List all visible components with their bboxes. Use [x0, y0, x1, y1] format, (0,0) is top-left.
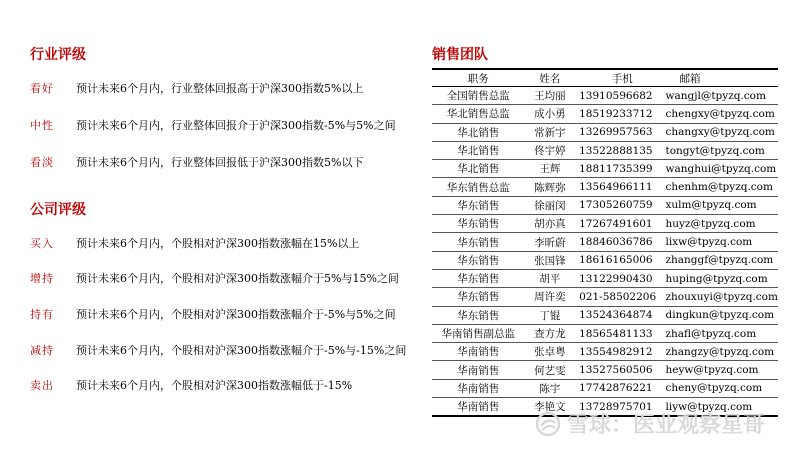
email-cell: tongyt@tpyzq.com	[665, 141, 778, 159]
name-cell: 何艺雯	[525, 361, 576, 379]
email-cell: huping@tpyzq.com	[665, 269, 778, 287]
rating-label: 持有	[30, 308, 54, 321]
email-cell: liyw@tpyzq.com	[665, 398, 778, 417]
role-cell: 华北销售	[432, 160, 525, 178]
table-row	[432, 269, 778, 287]
phone-cell: 18616165006	[575, 251, 665, 269]
email-cell: xulm@tpyzq.com	[665, 196, 778, 214]
name-cell: 成小勇	[525, 105, 576, 123]
table-row	[432, 178, 778, 196]
role-cell: 华北销售	[432, 141, 525, 159]
role-cell: 华东销售总监	[432, 178, 525, 196]
name-cell: 陈辉弥	[525, 178, 576, 196]
column-header-name: 姓名	[539, 72, 561, 85]
rating-label: 增持	[30, 272, 54, 285]
role-cell: 华东销售	[432, 196, 525, 214]
table-row	[432, 87, 778, 105]
phone-cell: 17742876221	[575, 379, 665, 397]
role-cell: 华北销售总监	[432, 105, 525, 123]
column-header-role: 职务	[467, 72, 489, 85]
phone-cell: 17305260759	[575, 196, 665, 214]
phone-cell: 18519233712	[575, 105, 665, 123]
industry-rating-row	[30, 80, 363, 96]
name-cell: 胡亦真	[525, 215, 576, 233]
rating-description: 预计未来6个月内，行业整体回报高于沪深300指数5%以上	[76, 82, 364, 95]
email-cell: chenhm@tpyzq.com	[665, 178, 778, 196]
email-cell: wanghui@tpyzq.com	[665, 160, 778, 178]
column-header-email: 邮箱	[679, 72, 701, 85]
table-header-row	[432, 69, 778, 87]
table-row	[432, 123, 778, 141]
email-cell: chengxy@tpyzq.com	[665, 105, 778, 123]
sales-team-title: 销售团队	[432, 47, 488, 63]
industry-rating-row	[30, 117, 396, 133]
industry-rating-title: 行业评级	[30, 47, 86, 63]
table-row	[432, 306, 778, 324]
watermark-text: 雪球：医业观察星哥	[567, 413, 766, 438]
snowball-logo-icon	[535, 411, 561, 437]
phone-cell: 13728975701	[575, 398, 665, 417]
email-cell: changxy@tpyzq.com	[665, 123, 778, 141]
email-cell: wangjl@tpyzq.com	[665, 87, 778, 105]
name-cell: 丁锟	[525, 306, 576, 324]
role-cell: 华东销售	[432, 215, 525, 233]
name-cell: 陈宇	[525, 379, 576, 397]
phone-cell: 13524364874	[575, 306, 665, 324]
name-cell: 胡平	[525, 269, 576, 287]
role-cell: 华南销售	[432, 361, 525, 379]
watermark	[535, 408, 765, 439]
rating-description: 预计未来6个月内，个股相对沪深300指数涨幅介于-5%与-15%之间	[76, 344, 407, 357]
table-row	[432, 215, 778, 233]
table-row	[432, 324, 778, 342]
table-row	[432, 233, 778, 251]
company-rating-row	[30, 270, 399, 286]
name-cell: 徐丽闵	[525, 196, 576, 214]
name-cell: 查方龙	[525, 324, 576, 342]
industry-rating-row	[30, 154, 363, 170]
name-cell: 李艳文	[525, 398, 576, 417]
rating-description: 预计未来6个月内，个股相对沪深300指数涨幅在15%以上	[76, 237, 360, 250]
email-cell: zhanggf@tpyzq.com	[665, 251, 778, 269]
table-row	[432, 160, 778, 178]
table-row	[432, 288, 778, 306]
rating-description: 预计未来6个月内，个股相对沪深300指数涨幅介于-5%与5%之间	[76, 308, 396, 321]
rating-label: 看淡	[30, 156, 54, 169]
name-cell: 王均丽	[525, 87, 576, 105]
role-cell: 华东销售	[432, 251, 525, 269]
rating-description: 预计未来6个月内，个股相对沪深300指数涨幅低于-15%	[76, 379, 353, 392]
table-row	[432, 361, 778, 379]
phone-cell: 021-58502206	[575, 288, 665, 306]
email-cell: zhouxuyi@tpyzq.com	[665, 288, 778, 306]
phone-cell: 13522888135	[575, 141, 665, 159]
name-cell: 张国锋	[525, 251, 576, 269]
phone-cell: 18846036786	[575, 233, 665, 251]
phone-cell: 17267491601	[575, 215, 665, 233]
table-row	[432, 141, 778, 159]
rating-description: 预计未来6个月内，行业整体回报介于沪深300指数-5%与5%之间	[76, 119, 396, 132]
sales-team-table	[432, 68, 778, 417]
name-cell: 张卓粤	[525, 343, 576, 361]
name-cell: 王辉	[525, 160, 576, 178]
column-header-phone: 手机	[611, 72, 633, 85]
table-row	[432, 196, 778, 214]
table-row	[432, 343, 778, 361]
email-cell: lixw@tpyzq.com	[665, 233, 778, 251]
phone-cell: 13122990430	[575, 269, 665, 287]
role-cell: 华东销售	[432, 306, 525, 324]
role-cell: 华南销售	[432, 398, 525, 417]
email-cell: huyz@tpyzq.com	[665, 215, 778, 233]
role-cell: 华南销售	[432, 379, 525, 397]
table-row	[432, 251, 778, 269]
company-rating-row	[30, 342, 406, 358]
role-cell: 华东销售	[432, 233, 525, 251]
email-cell: heyw@tpyzq.com	[665, 361, 778, 379]
role-cell: 全国销售总监	[432, 87, 525, 105]
role-cell: 华北销售	[432, 123, 525, 141]
company-rating-row	[30, 377, 352, 393]
rating-label: 卖出	[30, 379, 54, 392]
name-cell: 常新宇	[525, 123, 576, 141]
table-row	[432, 105, 778, 123]
email-cell: zhafl@tpyzq.com	[665, 324, 778, 342]
table-row	[432, 379, 778, 397]
phone-cell: 18565481133	[575, 324, 665, 342]
rating-label: 买入	[30, 237, 54, 250]
role-cell: 华东销售	[432, 288, 525, 306]
company-rating-title: 公司评级	[30, 202, 86, 218]
role-cell: 华东销售	[432, 269, 525, 287]
rating-description: 预计未来6个月内，个股相对沪深300指数涨幅介于5%与15%之间	[76, 272, 399, 285]
company-rating-row	[30, 235, 359, 251]
email-cell: dingkun@tpyzq.com	[665, 306, 778, 324]
rating-label: 看好	[30, 82, 54, 95]
rating-label: 中性	[30, 119, 54, 132]
company-rating-row	[30, 306, 396, 322]
role-cell: 华南销售副总监	[432, 324, 525, 342]
phone-cell: 13269957563	[575, 123, 665, 141]
phone-cell: 13564966111	[575, 178, 665, 196]
name-cell: 周许奕	[525, 288, 576, 306]
name-cell: 李昕蔚	[525, 233, 576, 251]
phone-cell: 13554982912	[575, 343, 665, 361]
rating-description: 预计未来6个月内，行业整体回报低于沪深300指数5%以下	[76, 156, 364, 169]
name-cell: 佟宇婷	[525, 141, 576, 159]
phone-cell: 13910596682	[575, 87, 665, 105]
email-cell: zhangzy@tpyzq.com	[665, 343, 778, 361]
role-cell: 华南销售	[432, 343, 525, 361]
phone-cell: 18811735399	[575, 160, 665, 178]
phone-cell: 13527560506	[575, 361, 665, 379]
email-cell: cheny@tpyzq.com	[665, 379, 778, 397]
rating-label: 减持	[30, 344, 54, 357]
